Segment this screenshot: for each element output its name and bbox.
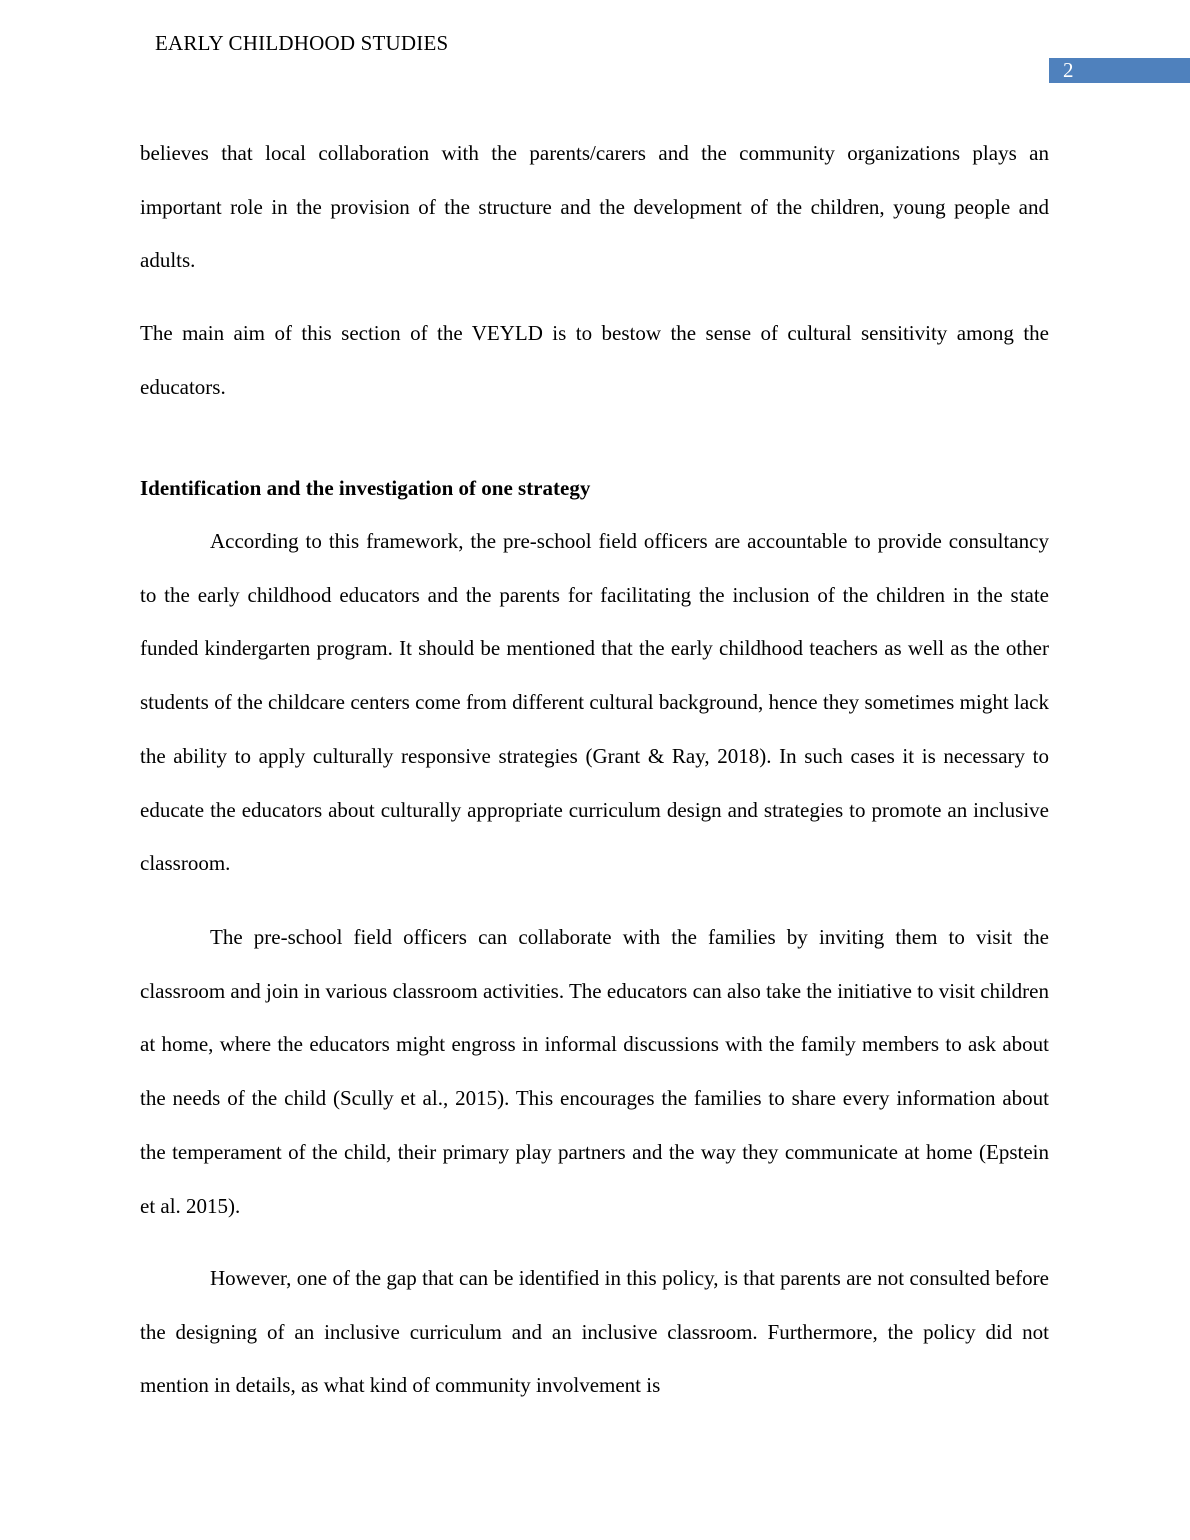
body-paragraph-2: The main aim of this section of the VEYLD is to bestow the sense of cultural sensitivity among the educators. [140,321,1049,399]
body-paragraph-4: The pre-school field officers can collaborate with the families by inviting them to visit the classroom and join in various classroom activities. The educators can also take the initiative to visit children at home, where the educators might engross in informal discussions with the family members to ask about the needs of the child (Scully et al., 2015). This encourages the families to share every information about the temperament of the child, their primary play partners and the way they communicate at home (Epstein et al. 2015). [140,925,1049,1218]
page-number-badge [1049,58,1190,83]
body-paragraph-5: However, one of the gap that can be identified in this policy, is that parents are not consulted before the designing of an inclusive curriculum and an inclusive classroom. Furthermore, the policy did not mention in details, as what kind of community involvement is [140,1266,1049,1398]
body-paragraph-1: believes that local collaboration with the parents/carers and the community organizations plays an important role in the provision of the structure and the development of the children, young people and adults. [140,141,1049,273]
section-heading: Identification and the investigation of one strategy [140,476,591,500]
page-number: 2 [1063,58,1074,82]
running-head: EARLY CHILDHOOD STUDIES [155,31,449,55]
body-paragraph-3: According to this framework, the pre-school field officers are accountable to provide consultancy to the early childhood educators and the parents for facilitating the inclusion of the children in the state funded kindergarten program. It should be mentioned that the early childhood teachers as well as the other students of the childcare centers come from different cultural background, hence they sometimes might lack the ability to apply culturally responsive strategies (Grant & Ray, 2018). In such cases it is necessary to educate the educators about culturally appropriate curriculum design and strategies to promote an inclusive classroom. [140,529,1049,876]
